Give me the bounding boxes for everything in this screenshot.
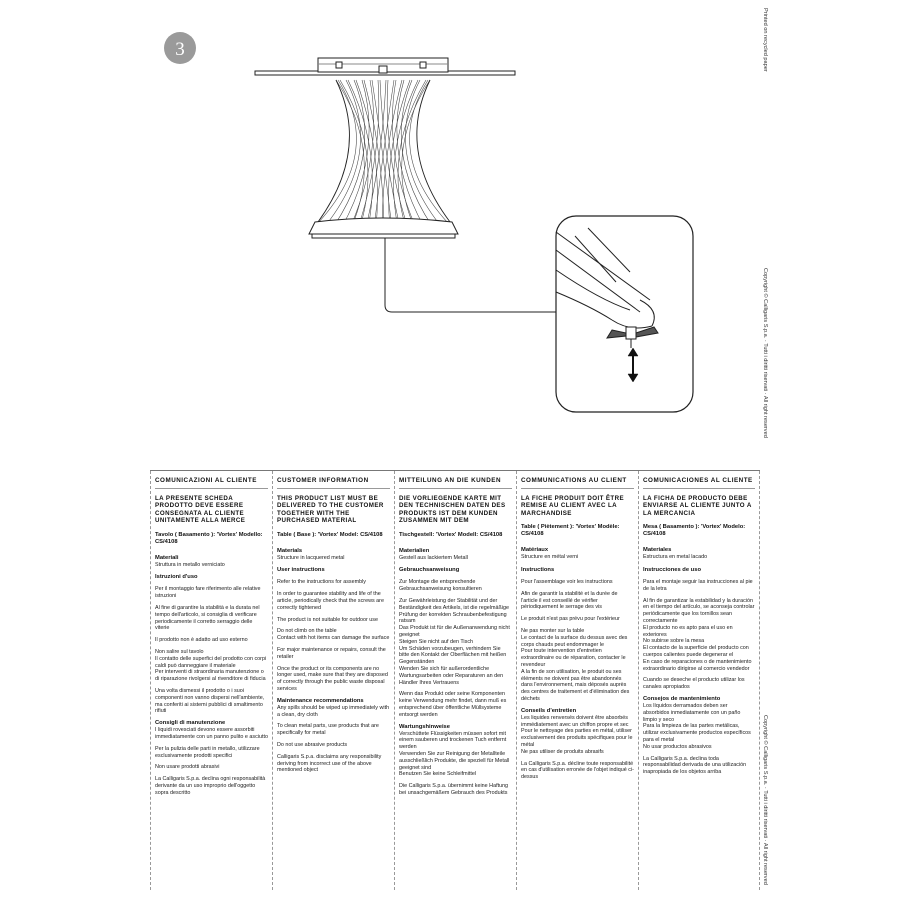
usage-paragraph: Cuando se deseche el producto utilizar los canales apropiados [643, 677, 745, 691]
materials-heading: Materials [277, 547, 303, 554]
usage-paragraph: Zur Montage die entsprechende Gebrauchsanweisung konsultieren [399, 579, 482, 593]
delivery-notice: LA FICHA DE PRODUCTO DEBE ENVIARSE AL CLIENTE JUNTO A LA MERCANCIA [643, 495, 752, 517]
usage-paragraph: Para el montaje seguir las instrucciones al pie de la letra [643, 579, 753, 592]
delivery-notice: DIE VORLIEGENDE KARTE MIT DEN TECHNISCHEN DATEN DES PRODUKTS IST DEM KUNDEN ZUSAMMEN MIT DEM [399, 495, 506, 525]
usage-heading: User instructions [277, 567, 325, 574]
language-column [516, 471, 638, 890]
maintenance-paragraph: Die Calligaris S.p.a. übernimmt keine Haftung bei unsachgemäßem Gebrauch des Produkts [399, 783, 509, 796]
step-number: 3 [175, 39, 185, 60]
product-model: Tavolo ( Basamento ): 'Vortex' Modello: CS/4108 [155, 531, 263, 545]
usage-paragraph: Wenn das Produkt oder seine Komponenten keine Verwendung mehr findet, dann muß es entsprechend über öffentliche Müllsysteme entsorgt werden [399, 691, 507, 718]
usage-paragraph: Una volta dismessi il prodotto o i suoi componenti non vanno dispersi nell'ambiente, ma conferiti ai sistemi pubblici di smaltimento rifiuti [155, 687, 265, 715]
step-number-badge [164, 32, 196, 64]
copyright-note-top: Copyright © Calligaris S.p.a. · Tutti i diritti riservati · All right reserved [762, 268, 768, 438]
usage-paragraph: Refer to the instructions for assembly [277, 579, 366, 586]
usage-heading: Instrucciones de uso [643, 567, 701, 574]
language-column [638, 471, 760, 890]
table-top [255, 58, 515, 75]
materials-text: Gestell aus lackiertem Metall [399, 554, 468, 561]
usage-paragraph: Afin de garantir la stabilité et la durée de l'article il est conseillé de vérifier périodiquement le serrage des vis [521, 590, 618, 611]
product-model: Mesa ( Basamento ): 'Vortex' Modelo: CS/4108 [643, 524, 746, 538]
vortex-wire-base [318, 80, 450, 228]
column-heading: COMUNICAZIONI AL CLIENTE [155, 477, 268, 489]
maintenance-paragraph: Los líquidos derramados deben ser absorbidos inmediatamente con un paño limpio y seco Para la limpieza de las partes metálicas, utilizar exclusivamente productos específicos para el metal No usar productos abrasivos [643, 702, 751, 750]
materials-heading: Materiales [643, 547, 672, 554]
maintenance-paragraph: La Calligaris S.p.a. décline toute responsabilité en cas d'utilisation erronée de l'objet indiqué ci-dessus [521, 760, 634, 781]
maintenance-paragraph: To clean metal parts, use products that are specifically for metal [277, 723, 379, 737]
materials-text: Struttura in metallo verniciato [155, 561, 225, 568]
language-column [150, 471, 272, 890]
maintenance-paragraph: Verschüttete Flüssigkeiten müssen sofort mit einem sauberen und trockenen Tuch entfernt werden Verwenden Sie zur Reinigung der Metallteile ausschließlich Produkte, die speziell für Metall geeignet sind Benutzen Sie keine Schleifmittel [399, 730, 510, 778]
usage-paragraph: Pour l'assemblage voir les instructions [521, 579, 613, 586]
detail-callout [556, 216, 693, 412]
materials-text: Estructura en metal lacado [643, 554, 708, 561]
recycled-paper-note: Printed on recycled paper [762, 8, 768, 72]
maintenance-heading: Conseils d'entretien [521, 707, 577, 714]
usage-paragraph: Once the product or its components are no longer used, make sure that they are disposed of correctly through the public waste disposal services [277, 665, 388, 692]
usage-heading: Instructions [521, 567, 555, 574]
column-heading: COMUNICACIONES AL CLIENTE [643, 477, 755, 489]
usage-paragraph: Al fine di garantire la stabilità e la durata nel tempo dell'articolo, si consiglia di verificare periodicamente il corretto serraggio delle viterie [155, 605, 260, 632]
usage-paragraph: Il prodotto non è adatto ad uso esterno [155, 637, 248, 644]
base-plate [309, 218, 458, 238]
maintenance-heading: Maintenance recommendations [277, 697, 364, 704]
materials-text: Structure in lacquered metal [277, 554, 345, 561]
maintenance-heading: Wartungshinweise [399, 723, 450, 730]
maintenance-paragraph: Per la pulizia delle parti in metallo, utilizzare esclusivamente prodotti specifici [155, 745, 260, 759]
delivery-notice: LA FICHE PRODUIT DOIT ÊTRE REMISE AU CLIENT AVEC LA MARCHANDISE [521, 495, 624, 517]
usage-paragraph: Per il montaggio fare riferimento alle relative istruzioni [155, 586, 261, 600]
materials-heading: Matériaux [521, 547, 549, 554]
usage-paragraph: Ne pas monter sur la table Le contact de la surface du dessus avec des corps chauds peut endommager le Pour toute intervention d'entretien extraordinaire ou de réparation, contacter le revendeur A la fin de son utilisation, le produit ou ses éléments ne doivent pas être abandonnés dans l'environnement, mais déposés auprès des centres de traitement et d'élimination des déchets [521, 628, 630, 702]
column-heading: MITTEILUNG AN DIE KUNDEN [399, 477, 512, 489]
usage-paragraph: Do not climb on the table Contact with hot items can damage the surface [277, 628, 390, 642]
usage-paragraph: The product is not suitable for outdoor use [277, 616, 378, 623]
column-heading: COMMUNICATIONS AU CLIENT [521, 477, 634, 489]
delivery-notice: THIS PRODUCT LIST MUST BE DELIVERED TO THE CUSTOMER TOGETHER WITH THE PURCHASED MATERIAL [277, 495, 384, 525]
delivery-notice: LA PRESENTE SCHEDA PRODOTTO DEVE ESSERE CONSEGNATA AL CLIENTE UNITAMENTE ALLA MERCE [155, 495, 246, 525]
maintenance-paragraph: Non usare prodotti abrasivi [155, 764, 220, 771]
maintenance-paragraph: La Calligaris S.p.a. declina ogni responsabilità derivante da un uso improprio dell'oggetto sopra descritto [155, 776, 266, 796]
usage-paragraph: Al fin de garantizar la estabilidad y la duración en el tiempo del artículo, se aconseja controlar periódicamente que los tornillos sean correctamente El producto no es apto para el uso en exteriores No subirse sobre la mesa El contacto de la superficie del producto con cuerpos calientes puede degenerar el En caso de reparaciones o de mantenimiento extraordinario dirigirse al comercio vendedor [643, 597, 755, 672]
product-model: Table ( Piètement ): 'Vortex' Modèle: CS/4108 [521, 524, 620, 538]
usage-paragraph: Non salire sul tavolo Il contatto delle superfici del prodotto con corpi caldi può danneggiare il materiale Per interventi di straordinaria manutenzione o di riparazione rivolgersi al rivenditore di fiducia [155, 649, 267, 683]
usage-heading: Gebrauchsanweisung [399, 567, 460, 574]
materials-heading: Materialien [399, 547, 430, 554]
maintenance-paragraph: I liquidi rovesciati devono essere assorbiti immediatamente con un panno pulito e asciutto [155, 727, 268, 740]
materials-text: Structure en métal verni [521, 554, 579, 561]
detail-leader-line [385, 238, 556, 312]
maintenance-paragraph: Do not use abrasive products [277, 741, 348, 748]
maintenance-heading: Consejos de mantenimiento [643, 695, 721, 702]
usage-paragraph: Zur Gewährleistung der Stabilität und der Beständigkeit des Artikels, ist die regelmäßige Prüfung der korrekten Schraubenbefestigung ratsam Das Produkt ist für die Außenanwendung nicht geeignet Steigen Sie nicht auf den Tisch Um Schäden vorzubeugen, verhindern Sie bitte den Kontakt der Oberflächen mit heißen Gegenständen Wenden Sie sich für außerordentliche Wartungsarbeiten oder Reparaturen an den Händler Ihres Vertrauens [399, 598, 510, 686]
customer-info-columns [150, 470, 760, 890]
copyright-note-bottom: Copyright © Calligaris S.p.a. · Tutti i diritti riservati · All right reserved [762, 715, 768, 885]
column-heading: CUSTOMER INFORMATION [277, 477, 390, 489]
materials-heading: Materiali [155, 554, 179, 561]
usage-paragraph: For major maintenance or repairs, consult the retailer [277, 647, 386, 660]
usage-paragraph: In order to guarantee stability and life of the article, periodically check that the screws are correctly tightened [277, 591, 384, 611]
usage-heading: Istruzioni d'uso [155, 574, 198, 581]
maintenance-heading: Consigli di manutenzione [155, 720, 226, 727]
maintenance-paragraph: Calligaris S.p.a. disclaims any responsibility deriving from incorrect use of the above mentioned object [277, 753, 382, 774]
language-column [272, 471, 394, 890]
product-model: Table ( Base ): 'Vortex' Model: CS/4108 [277, 531, 383, 538]
maintenance-paragraph: La Calligaris S.p.a. declina toda responsabilidad derivada de una utilización inapropiada de los objetos arriba [643, 755, 747, 776]
usage-paragraph: Le produit n'est pas prévu pour l'extérieur [521, 616, 620, 623]
language-column [394, 471, 516, 890]
maintenance-paragraph: Any spills should be wiped up immediately with a clean, dry cloth [277, 704, 390, 718]
product-model: Tischgestell: 'Vortex' Modell: CS/4108 [399, 531, 503, 538]
maintenance-paragraph: Les liquides renversés doivent être absorbés immédiatement avec un chiffon propre et sec Pour le nettoyage des parties en métal, utiliser exclusivement des produits spécifiques pour le métal Ne pas utiliser de produits abrasifs [521, 714, 633, 755]
